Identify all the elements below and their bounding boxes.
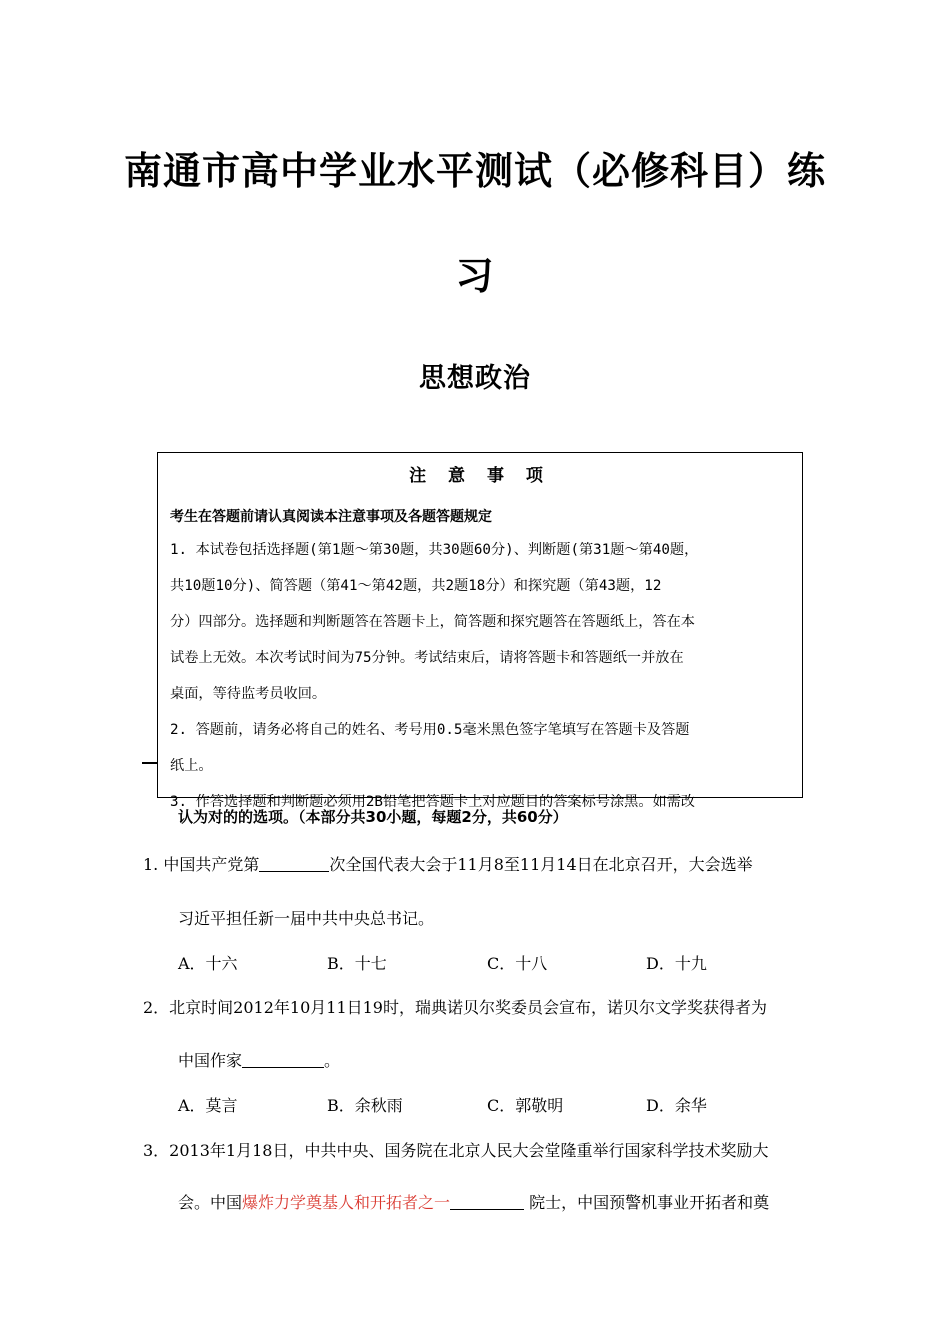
- question-2-line1: 2．北京时间2012年10月11日19时，瑞典诺贝尔奖委员会宣布，诺贝尔文学奖获得者为: [143, 998, 767, 1017]
- document-title-line1: 南通市高中学业水平测试（必修科目）练: [123, 149, 826, 193]
- question-2-line2: [178, 1048, 340, 1071]
- q2-prefix: 中国作家: [178, 1051, 243, 1070]
- q1-option-a: A．十六: [178, 954, 238, 973]
- q1-suffix: 次全国代表大会于11月8至11月14日在北京召开，大会选举: [329, 855, 753, 874]
- question-3-line1: 3．2013年1月18日，中共中央、国务院在北京人民大会堂隆重举行国家科学技术奖励大: [143, 1141, 769, 1160]
- notice-line: 共10题10分)、简答题（第41～第42题，共2题18分）和探究题（第43题，12: [170, 578, 662, 594]
- q3-blank: [450, 1191, 524, 1210]
- q2-option-d: D．余华: [646, 1096, 707, 1115]
- subject-heading: 思想政治: [419, 363, 531, 394]
- q3-highlighted-text: 爆炸力学奠基人和开拓者之一: [242, 1193, 451, 1212]
- notice-title: 注 意 事 项: [409, 466, 551, 486]
- document-title-line2: 习: [455, 254, 495, 298]
- question-3-line2: [178, 1190, 769, 1213]
- question-1-line1: [143, 852, 753, 875]
- question-1-line2: 习近平担任新一届中共中央总书记。: [178, 909, 435, 928]
- notice-body: [170, 532, 794, 820]
- q2-option-c: C．郭敬明: [487, 1096, 564, 1115]
- notice-intro: 考生在答题前请认真阅读本注意事项及各题答题规定: [170, 509, 492, 525]
- notice-line: 桌面，等待监考员收回。: [170, 686, 327, 702]
- notice-line: 1. 本试卷包括选择题(第1题～第30题，共30题60分)、判断题(第31题～第40题，: [170, 542, 699, 558]
- q1-blank: [259, 853, 329, 872]
- q1-option-c: C．十八: [487, 954, 548, 973]
- notice-line: 分）四部分。选择题和判断题答在答题卡上，简答题和探究题答在答题纸上，答在本: [170, 614, 695, 630]
- q1-option-d: D．十九: [646, 954, 707, 973]
- notice-line: 2. 答题前，请务必将自己的姓名、考号用0.5毫米黑色签字笔填写在答题卡及答题: [170, 722, 690, 738]
- q2-option-b: B．余秋雨: [327, 1096, 403, 1115]
- section-instruction: 认为对的的选项。（本部分共30小题，每题2分，共60分）: [178, 808, 568, 826]
- notice-line-cut: 3. 作答选择题和判断题必须用2B铅笔把答题卡上对应题目的答案标号涂黑。如需改: [170, 794, 696, 810]
- notice-line: 纸上。: [170, 758, 213, 774]
- q1-option-b: B．十七: [327, 954, 387, 973]
- q3-suffix: 院士，中国预警机事业开拓者和奠: [524, 1193, 770, 1212]
- q3-prefix: 会。中国: [178, 1193, 243, 1212]
- notice-box: [157, 452, 803, 810]
- notice-line: 试卷上无效。本次考试时间为75分钟。考试结束后，请将答题卡和答题纸一并放在: [170, 650, 684, 666]
- q1-prefix: 1. 中国共产党第: [143, 855, 260, 874]
- section-dash: [142, 762, 157, 764]
- q2-suffix: 。: [324, 1051, 341, 1070]
- q2-blank: [242, 1049, 324, 1068]
- q2-option-a: A．莫言: [178, 1096, 238, 1115]
